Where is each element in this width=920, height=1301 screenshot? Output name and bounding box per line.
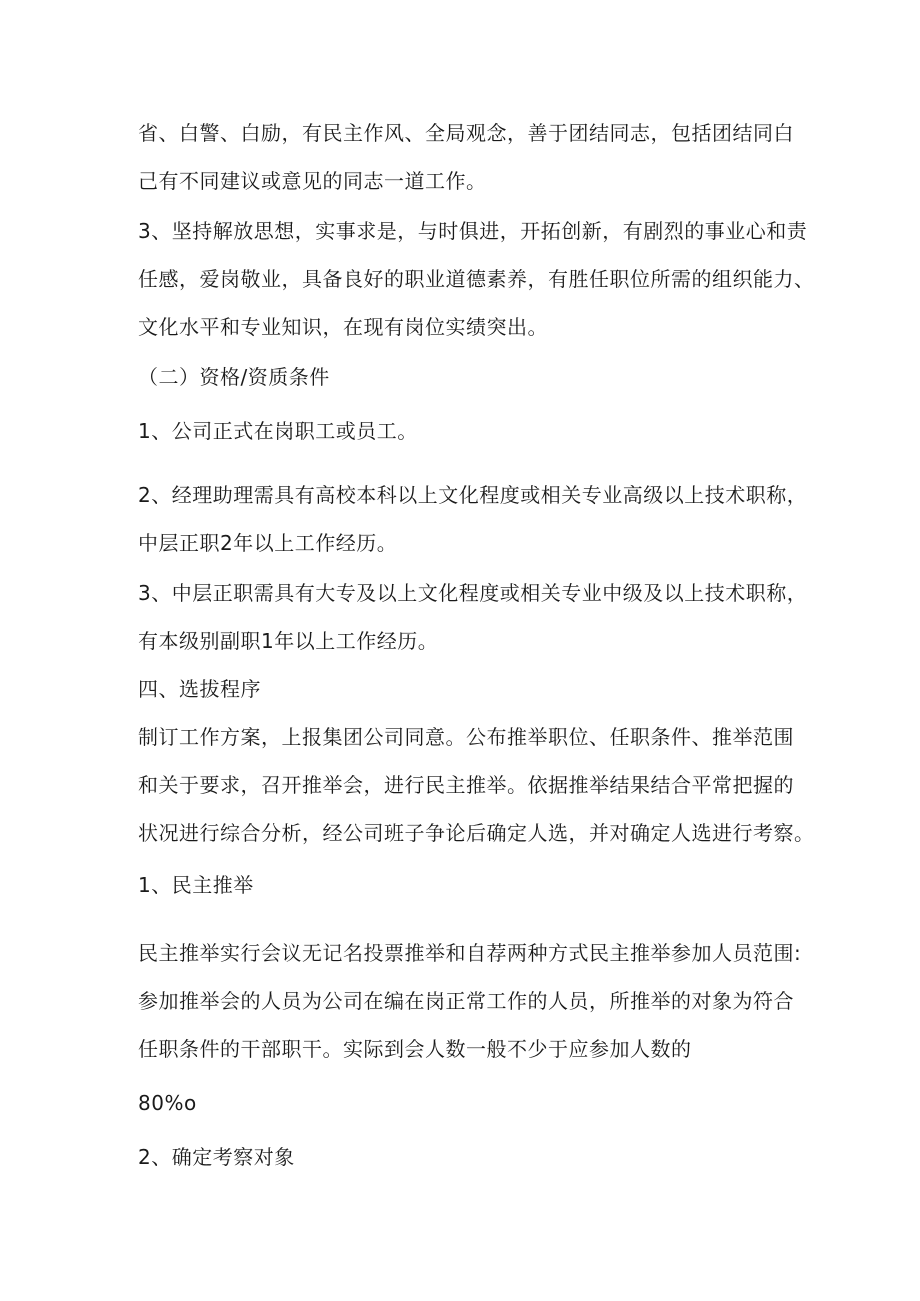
text-line: 和关于要求，召开推举会，进行民主推举。依据推举结果结合平常把握的 [138,773,794,797]
text-line: 任感，爱岗敬业，具备良好的职业道德素养，有胜任职位所需的组织能力、 [138,267,815,291]
section-heading: 四、选拔程序 [138,677,261,701]
text-line: 3、坚持解放思想，实事求是，与时俱进，开拓创新，有剧烈的事业心和责 [138,219,808,243]
section-heading: （二）资格/资质条件 [138,365,330,389]
text-line: 参加推举会的人员为公司在编在岗正常工作的人员，所推举的对象为符合 [138,989,794,1013]
text-line: 省、白警、白励，有民主作风、全局观念，善于团结同志，包括团结同白 [138,121,794,145]
text-line: 状况进行综合分析，经公司班子争论后确定人选，并对确定人选进行考察。 [138,821,815,845]
text-line: 中层正职2年以上工作经历。 [138,531,398,555]
text-line: 3、中层正职需具有大专及以上文化程度或相关专业中级及以上技术职称， [138,581,808,605]
text-line: 任职条件的干部职干。实际到会人数一般不少于应参加人数的 [138,1037,692,1061]
text-line: 2、经理助理需具有高校本科以上文化程度或相关专业高级以上技术职称， [138,483,808,507]
subsection-heading: 2、确定考察对象 [138,1145,295,1169]
subsection-heading: 1、民主推举 [138,873,254,897]
text-line: 文化水平和专业知识，在现有岗位实绩突出。 [138,315,548,339]
text-line: 80%o [138,1091,197,1115]
text-line: 制订工作方案，上报集团公司同意。公布推举职位、任职条件、推举范围 [138,725,794,749]
text-line: 有本级别副职1年以上工作经历。 [138,629,439,653]
text-line: 1、公司正式在岗职工或员工。 [138,419,418,443]
text-line: 己有不同建议或意见的同志一道工作。 [138,169,487,193]
text-line: 民主推举实行会议无记名投票推举和自荐两种方式民主推举参加人员范围: [138,941,802,965]
